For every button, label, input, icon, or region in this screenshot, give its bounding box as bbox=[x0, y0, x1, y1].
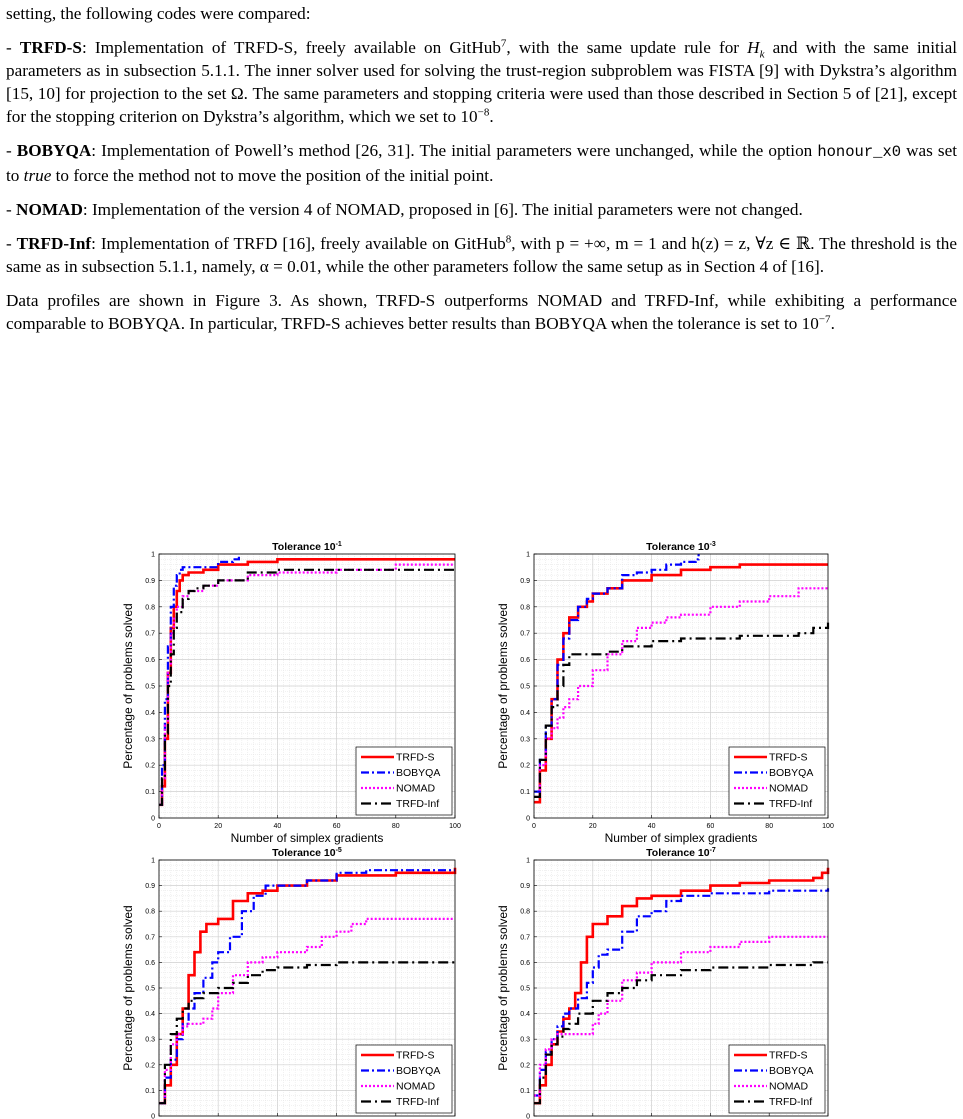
legend bbox=[729, 1045, 825, 1113]
nomad-paragraph bbox=[6, 198, 957, 221]
nomad-dash: - bbox=[6, 200, 17, 219]
legend-label: TRFD-S bbox=[396, 751, 435, 764]
y-tick-label: 0.6 bbox=[145, 657, 155, 665]
x-axis-label: Number of simplex gradients bbox=[604, 831, 758, 845]
y-tick-label: 0.8 bbox=[145, 604, 155, 612]
profiles-paragraph bbox=[6, 289, 957, 335]
trfds-exp: −8 bbox=[477, 106, 490, 119]
bobyqa-text2: was set to bbox=[6, 141, 957, 185]
x-tick-label: 60 bbox=[332, 823, 341, 830]
y-tick-label: 0.4 bbox=[520, 709, 530, 717]
y-tick-label: 0.4 bbox=[145, 1011, 155, 1019]
legend-label: BOBYQA bbox=[396, 1065, 441, 1077]
y-tick-label: 0.9 bbox=[145, 577, 155, 585]
bobyqa-text1: : Implementation of Powell’s method [26, 31]. The initial parameters were unchanged, while the option bbox=[91, 141, 818, 160]
y-tick-label: 0 bbox=[526, 1113, 530, 1119]
legend-label: NOMAD bbox=[396, 1080, 436, 1093]
trfdinf-text2: , with p = +∞, m = 1 and h(z) = z, ∀z ∈ ℝ. The threshold is the same as in subsection 5.1.1, namely, α = 0.01, while the other parameters follow the same setup as in Section 4 of [16]. bbox=[6, 234, 957, 276]
y-tick-label: 0.8 bbox=[520, 908, 530, 916]
y-tick-label: 0.6 bbox=[520, 657, 530, 665]
y-tick-label: 0.1 bbox=[145, 1087, 155, 1095]
y-tick-label: 0.3 bbox=[520, 736, 530, 744]
trfds-footnote: 7 bbox=[500, 37, 507, 50]
nomad-name: NOMAD bbox=[16, 200, 83, 219]
y-tick-label: 0.8 bbox=[145, 908, 155, 916]
legend-label: BOBYQA bbox=[769, 767, 814, 779]
trfds-text1: : Implementation of TRFD-S, freely available on GitHub bbox=[81, 38, 501, 57]
y-tick-label: 0.6 bbox=[520, 959, 530, 967]
chart-title-exponent: -7 bbox=[709, 847, 716, 854]
y-tick-label: 0.7 bbox=[145, 934, 155, 942]
chart-title-exponent: -1 bbox=[335, 541, 342, 548]
legend bbox=[356, 747, 452, 815]
legend-label: NOMAD bbox=[769, 1080, 809, 1093]
legend-label: NOMAD bbox=[769, 782, 809, 795]
trfdinf-paragraph bbox=[6, 232, 957, 278]
x-tick-label: 60 bbox=[706, 823, 715, 830]
y-tick-label: 0.1 bbox=[520, 1087, 530, 1095]
chart-2 bbox=[496, 541, 834, 845]
chart-1 bbox=[121, 541, 461, 845]
trfdinf-footnote: 8 bbox=[505, 233, 512, 246]
chart-title: Tolerance $10^{-7}$ bbox=[646, 847, 716, 859]
y-tick-label: 0.7 bbox=[520, 934, 530, 942]
legend bbox=[356, 1045, 452, 1113]
chart-title: Tolerance $10^{-5}$ bbox=[272, 847, 342, 859]
legend-label: TRFD-Inf bbox=[769, 798, 813, 810]
y-tick-label: 0.9 bbox=[145, 883, 155, 891]
bobyqa-value: true bbox=[23, 166, 52, 185]
x-tick-label: 40 bbox=[273, 823, 282, 830]
x-tick-label: 20 bbox=[588, 823, 597, 830]
paper-body bbox=[6, 2, 957, 335]
chart-3 bbox=[121, 847, 461, 1119]
trfds-name: TRFD-S bbox=[19, 38, 82, 57]
chart-title: Tolerance $10^{-3}$ bbox=[646, 541, 716, 553]
profiles-exp: −7 bbox=[818, 313, 831, 326]
y-axis-label: Percentage of problems solved bbox=[496, 905, 510, 1071]
trfdinf-name: TRFD-Inf bbox=[16, 234, 92, 253]
y-tick-label: 0.9 bbox=[520, 577, 530, 585]
y-tick-label: 0.3 bbox=[145, 736, 155, 744]
x-tick-label: 80 bbox=[765, 823, 774, 830]
chart-4 bbox=[496, 847, 834, 1119]
y-tick-label: 0 bbox=[151, 1113, 155, 1119]
y-tick-label: 0.3 bbox=[145, 1036, 155, 1044]
x-tick-label: 80 bbox=[391, 823, 400, 830]
y-tick-label: 0.5 bbox=[145, 683, 155, 691]
trfds-h: H bbox=[747, 38, 760, 57]
bobyqa-code: honour_x0 bbox=[817, 143, 902, 161]
chart-title-exponent: -5 bbox=[335, 847, 342, 854]
legend-label: TRFD-S bbox=[769, 1049, 808, 1062]
y-tick-label: 0.5 bbox=[520, 683, 530, 691]
bobyqa-name: BOBYQA bbox=[16, 141, 92, 160]
legend-label: TRFD-Inf bbox=[769, 1096, 813, 1108]
y-tick-label: 0.3 bbox=[520, 1036, 530, 1044]
y-axis-label: Percentage of problems solved bbox=[496, 603, 510, 769]
chart-title: Tolerance $10^{-1}$ bbox=[272, 541, 342, 553]
y-tick-label: 1 bbox=[151, 551, 155, 559]
legend-label: BOBYQA bbox=[396, 767, 441, 779]
y-axis-label: Percentage of problems solved bbox=[121, 905, 135, 1071]
legend-label: TRFD-Inf bbox=[396, 798, 440, 810]
bobyqa-paragraph bbox=[6, 139, 957, 187]
legend-label: TRFD-S bbox=[396, 1049, 435, 1062]
y-tick-label: 0.5 bbox=[520, 985, 530, 993]
y-tick-label: 0 bbox=[151, 815, 155, 823]
y-tick-label: 0.2 bbox=[520, 762, 530, 770]
chart-title-exponent: -3 bbox=[709, 541, 716, 548]
figure-data-profiles bbox=[0, 530, 963, 1119]
x-tick-label: 40 bbox=[647, 823, 656, 830]
legend-label: TRFD-Inf bbox=[396, 1096, 440, 1108]
y-tick-label: 1 bbox=[526, 551, 530, 559]
trfds-text3: and with the same initial parameters as in subsection 5.1.1. The inner solver used for solving the trust-region subproblem was FISTA [9] with Dykstra’s algorithm [15, 10] for projection to the set Ω. The same parameters and stopping criteria were used than those described in Section 5 of [21], except for the stopping criterion on Dykstra’s algorithm, which we set to 10 bbox=[6, 38, 957, 126]
trfdinf-dash: - bbox=[6, 234, 17, 253]
x-tick-label: 20 bbox=[214, 823, 223, 830]
legend-label: TRFD-S bbox=[769, 751, 808, 764]
trfds-dash: - bbox=[6, 38, 20, 57]
y-tick-label: 0.2 bbox=[145, 1062, 155, 1070]
y-tick-label: 0.7 bbox=[145, 630, 155, 638]
profiles-text1: Data profiles are shown in Figure 3. As shown, TRFD-S outperforms NOMAD and TRFD-Inf, while exhibiting a performance comparable to BOBYQA. In particular, TRFD-S achieves better results than BOBYQA when the tolerance is set to 10 bbox=[6, 291, 957, 333]
y-tick-label: 0 bbox=[526, 815, 530, 823]
profiles-text2: . bbox=[830, 314, 835, 333]
x-axis-label: Number of simplex gradients bbox=[230, 831, 384, 845]
y-axis-label: Percentage of problems solved bbox=[121, 603, 135, 769]
trfds-text2: , with the same update rule for bbox=[506, 38, 748, 57]
y-tick-label: 1 bbox=[526, 857, 530, 865]
trfdinf-text1: : Implementation of TRFD [16], freely available on GitHub bbox=[91, 234, 506, 253]
y-tick-label: 0.7 bbox=[520, 630, 530, 638]
y-tick-label: 0.4 bbox=[520, 1011, 530, 1019]
y-tick-label: 0.1 bbox=[520, 789, 530, 797]
nomad-text1: : Implementation of the version 4 of NOMAD, proposed in [6]. The initial parameters were not changed. bbox=[82, 200, 803, 219]
x-tick-label: 100 bbox=[449, 823, 461, 830]
legend bbox=[729, 747, 825, 815]
x-tick-label: 0 bbox=[532, 823, 536, 830]
y-tick-label: 1 bbox=[151, 857, 155, 865]
y-tick-label: 0.9 bbox=[520, 883, 530, 891]
bobyqa-text3: to force the method not to move the position of the initial point. bbox=[51, 166, 494, 185]
y-tick-label: 0.1 bbox=[145, 789, 155, 797]
legend-label: BOBYQA bbox=[769, 1065, 814, 1077]
y-tick-label: 0.8 bbox=[520, 604, 530, 612]
y-tick-label: 0.4 bbox=[145, 709, 155, 717]
y-tick-label: 0.2 bbox=[520, 1062, 530, 1070]
trfds-text4: . bbox=[489, 107, 494, 126]
y-tick-label: 0.6 bbox=[145, 959, 155, 967]
bobyqa-dash: - bbox=[6, 141, 17, 160]
x-tick-label: 0 bbox=[157, 823, 161, 830]
y-tick-label: 0.2 bbox=[145, 762, 155, 770]
trfds-paragraph bbox=[6, 36, 957, 128]
x-tick-label: 100 bbox=[822, 823, 834, 830]
trfds-k: k bbox=[759, 48, 765, 61]
intro-line: setting, the following codes were compared: bbox=[6, 4, 311, 23]
y-tick-label: 0.5 bbox=[145, 985, 155, 993]
legend-label: NOMAD bbox=[396, 782, 436, 795]
